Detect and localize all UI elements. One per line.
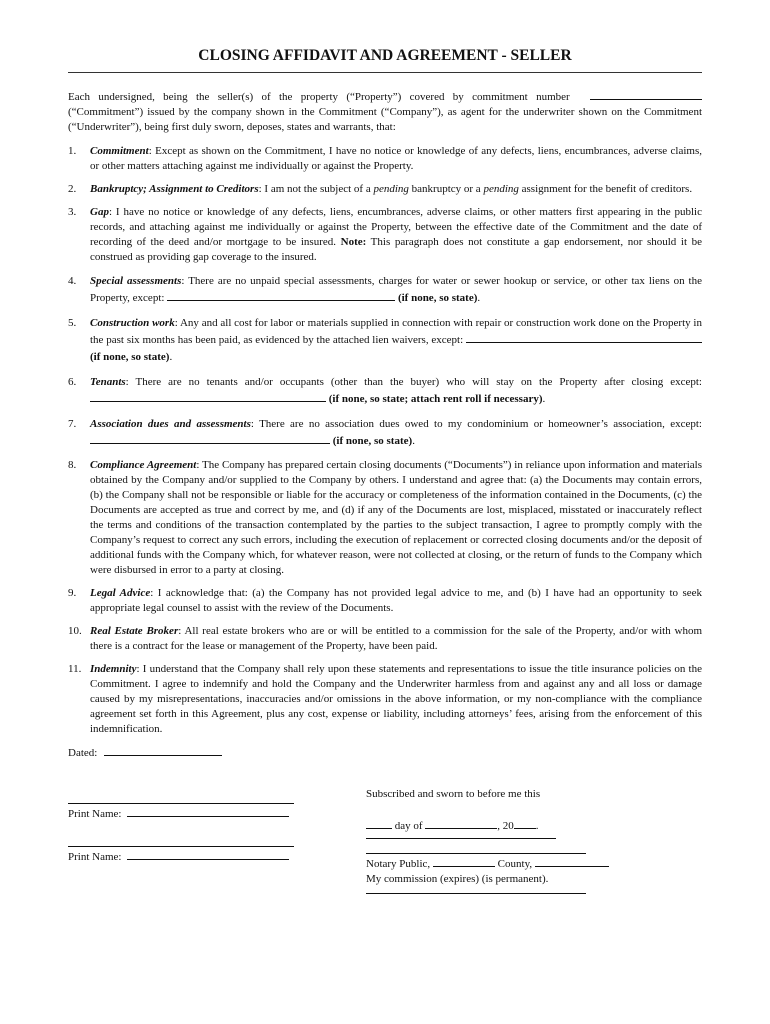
item-number: 7. xyxy=(68,418,77,430)
item-term: Indemnity xyxy=(90,663,137,675)
item-hint: (if none, so state) xyxy=(397,292,478,304)
intro-text-1: Each undersigned, being the seller(s) of the property (“Property”) covered by commitment number xyxy=(68,91,570,103)
print-name-field-1[interactable] xyxy=(127,806,289,817)
item-legal-advice xyxy=(68,586,702,616)
item-text: : The Company has prepared certain closing documents (“Documents”) in reliance upon information and materials obtained by the Company and/or supplied to the Company by others. I understand and agree that: (a) the Documents may contain errors, (b) the Company shall not be responsible or liable for the accuracy or completeness of the information contained in the Documents, (c) the Documents are accepted as true and correct by me, and (d) if any of the Documents are lost, misplaced, misstated or inaccurately reflect the terms and conditions of the transaction contemplated by the parties to the subject transaction, I agree to promptly comply with the Company’s request to correct any such errors, including the execution of replacement or corrected closing documents and/or the deposit of additional funds with the Company which, for whatever reason, were not collected at closing, or the return of funds to the Company which were disbursed in error to a party at closing. xyxy=(90,459,702,576)
item-end: . xyxy=(542,393,546,405)
day-field[interactable] xyxy=(366,818,392,829)
day-of-row: day of , 20 . xyxy=(366,818,646,834)
print-name-label: Print Name: xyxy=(68,851,122,863)
item-commitment xyxy=(68,144,702,174)
document-title: CLOSING AFFIDAVIT AND AGREEMENT - SELLER xyxy=(198,47,572,64)
note-text: This paragraph does not constitute a gap endorsement, nor should it be construed as providing gap coverage to the insured. xyxy=(90,236,702,263)
item-tenants xyxy=(68,374,702,408)
notary-label: Notary Public, xyxy=(366,858,431,870)
print-name-row-1 xyxy=(68,806,308,822)
note-label: Note: xyxy=(340,236,367,248)
item-number: 8. xyxy=(68,459,77,471)
item-text: : There are no association dues owed to my condominium or homeowner’s association, except: xyxy=(250,418,702,430)
item-end: . xyxy=(412,435,415,447)
item-end: . xyxy=(477,292,481,304)
item-text: : I understand that the Company shall rely upon these statements and representations to issue the title insurance policies on the Commitment. I agree to indemnify and hold the Company and the Underwriter harmless from and against any and all loss or damage caused by my misrepresentations, inaccuracies and/or omissions in the above information, or my non-compliance with the compliance agreement set forth in this Agreement, plus any cost, expense or liability, including attorneys’ fees, arising from the enforcement of this indemnification. xyxy=(90,663,702,735)
item-term: Tenants xyxy=(90,376,126,388)
county-label: County, xyxy=(497,858,533,870)
seller-signature-line-1[interactable] xyxy=(68,803,294,804)
item-emphasis: pending xyxy=(373,183,409,195)
item-association-dues xyxy=(68,416,702,450)
item-term: Compliance Agreement xyxy=(90,459,197,471)
item-text: : I acknowledge that: (a) the Company has not provided legal advice to me, and (b) I have had an opportunity to seek appropriate legal counsel to assist with the review of the Documents. xyxy=(90,587,703,614)
item-special-assessments xyxy=(68,273,702,307)
item-term: Special assessments xyxy=(90,275,182,287)
intro-paragraph xyxy=(68,89,702,135)
affidavit-items xyxy=(68,144,702,737)
print-name-field-2[interactable] xyxy=(127,849,289,860)
item-number: 3. xyxy=(68,206,77,218)
dated-field[interactable] xyxy=(104,745,222,756)
item-number: 5. xyxy=(68,317,77,329)
item-text: : All real estate brokers who are or will be entitled to a commission for the sale of the Property, and/or with whom there is a contract for the lease or management of the Property, have been paid. xyxy=(90,625,703,652)
item-text: : I have no notice or knowledge of any defects, liens, encumbrances, adverse claims, or other matters first appearing in the public records, and attaching against me individually or against the Property, between the effective date of the Commitment and the date of recording of the deed and/or mortgage to be insured. xyxy=(90,206,702,248)
tenants-field[interactable] xyxy=(90,391,326,402)
item-number: 1. xyxy=(68,145,77,157)
item-term: Gap xyxy=(90,206,109,218)
item-term: Real Estate Broker xyxy=(90,625,179,637)
notary-block xyxy=(366,771,646,894)
title-rule xyxy=(68,72,702,73)
item-term: Construction work xyxy=(90,317,175,329)
seller-signature-line-2[interactable] xyxy=(68,846,294,847)
item-hint: (if none, so state) xyxy=(332,435,413,447)
item-emphasis: pending xyxy=(483,183,519,195)
dated-row xyxy=(68,745,702,761)
item-real-estate-broker xyxy=(68,624,702,654)
item-term: Commitment xyxy=(90,145,149,157)
notary-state-field[interactable] xyxy=(433,856,495,867)
item-number: 4. xyxy=(68,275,77,287)
notary-signature-line[interactable] xyxy=(366,853,586,854)
signature-section xyxy=(68,771,702,921)
dated-label: Dated: xyxy=(68,747,98,759)
item-hint: (if none, so state; attach rent roll if necessary) xyxy=(328,393,543,405)
year-prefix: , 20 xyxy=(497,820,514,832)
item-number: 9. xyxy=(68,587,77,599)
commission-line[interactable] xyxy=(366,893,586,894)
special-assessments-field[interactable] xyxy=(167,290,395,301)
print-name-row-2 xyxy=(68,849,308,865)
item-text: assignment for the benefit of creditors. xyxy=(518,183,693,195)
item-text: bankruptcy or a xyxy=(408,183,484,195)
item-number: 10. xyxy=(68,625,82,637)
item-text: : There are no tenants and/or occupants (other than the buyer) who will stay on the Property after closing except: xyxy=(125,376,702,388)
notary-line-1[interactable] xyxy=(366,838,556,839)
item-gap xyxy=(68,205,702,265)
document-page xyxy=(68,46,702,921)
item-number: 2. xyxy=(68,183,77,195)
item-text: : I am not the subject of a xyxy=(258,183,374,195)
commission-text: My commission (expires) (is permanent). xyxy=(366,873,549,885)
item-term: Association dues and assessments xyxy=(90,418,251,430)
item-indemnity xyxy=(68,662,702,737)
commitment-number-field[interactable] xyxy=(590,89,702,100)
item-compliance-agreement xyxy=(68,458,702,578)
item-hint: (if none, so state) xyxy=(90,351,170,363)
item-number: 11. xyxy=(68,663,82,675)
subscribed-text: Subscribed and sworn to before me this xyxy=(366,788,541,800)
item-text: : Any and all cost for labor or materials supplied in connection with repair or construction work done on the Property in the past six months has been paid, as evidenced by the attached lien waivers, except: xyxy=(90,317,702,346)
item-term: Bankruptcy; Assignment to Creditors xyxy=(90,183,259,195)
item-bankruptcy xyxy=(68,182,702,197)
item-number: 6. xyxy=(68,376,77,388)
month-field[interactable] xyxy=(425,818,497,829)
print-name-label: Print Name: xyxy=(68,808,122,820)
notary-row xyxy=(366,856,646,872)
intro-text-2: (“Commitment”) issued by the company shown in the Commitment (“Company”), as agent for the underwriter shown on the Commitment (“Underwriter”), being first duly sworn, deposes, states and warrants, that: xyxy=(68,106,702,133)
year-field[interactable] xyxy=(514,818,536,829)
item-term: Legal Advice xyxy=(90,587,151,599)
item-construction-work xyxy=(68,315,702,366)
county-field[interactable] xyxy=(535,856,609,867)
seller-signatures xyxy=(68,771,308,865)
construction-work-field[interactable] xyxy=(466,332,702,343)
association-dues-field[interactable] xyxy=(90,433,330,444)
item-text: : Except as shown on the Commitment, I have no notice or knowledge of any defects, liens, encumbrances, adverse claims, or other matters attaching against me individually or against the Property. xyxy=(90,145,702,172)
day-of-label: day of xyxy=(394,820,423,832)
item-end: . xyxy=(169,351,173,363)
item-text: : There are no unpaid special assessments, charges for water or sewer hookup or service, or other tax liens on the Property, except: xyxy=(90,275,702,304)
